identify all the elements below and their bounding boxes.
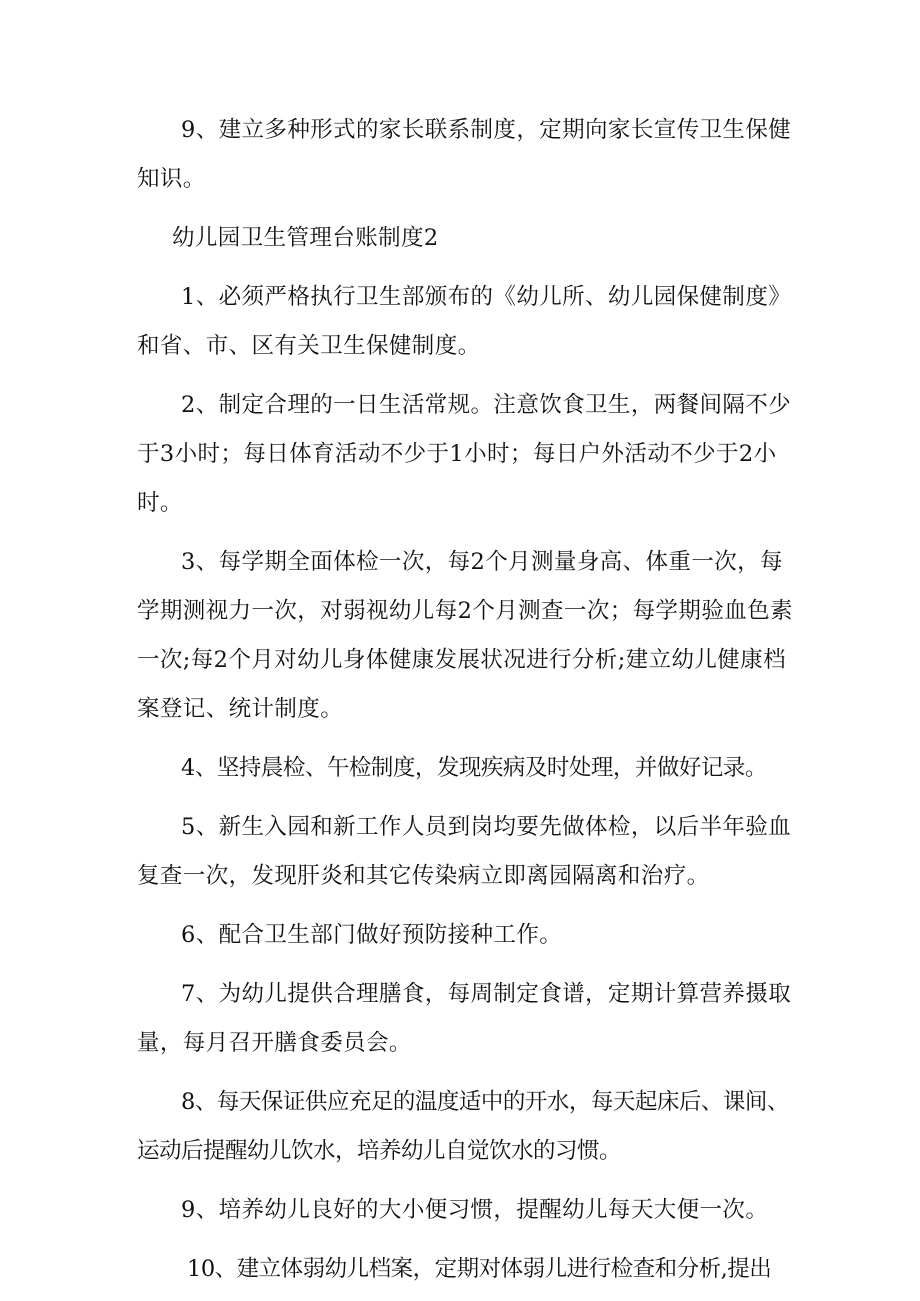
paragraph-item-9: 9、培养幼儿良好的大小便习惯，提醒幼儿每天大便一次。 [181, 1197, 769, 1223]
paragraph-item-5: 5、新生入园和新工作人员到岗均要先做体检，以后半年验血复查一次，发现肝炎和其它传染病立即离园隔离和治疗。 [137, 814, 792, 889]
paragraph-item-3: 3、每学期全面体检一次，每2个月测量身高、体重一次，每学期测视力一次，对弱视幼儿每2个月测查一次；每学期验血色素一次;每2个月对幼儿身体健康发展状况进行分析;建立幼儿健康档案登记、统计制度。 [137, 549, 793, 722]
paragraph-item-2: 2、制定合理的一日生活常规。注意饮食卫生，两餐间隔不少于3小时；每日体育活动不少于1小时；每日户外活动不少于2小时。 [137, 392, 792, 516]
section-heading: 幼儿园卫生管理台账制度2 [172, 225, 439, 251]
paragraph-item-9-parent-contact: 9、建立多种形式的家长联系制度，定期向家长宣传卫生保健知识。 [137, 117, 792, 192]
paragraph-item-4: 4、坚持晨检、午检制度，发现疾病及时处理，并做好记录。 [181, 755, 767, 781]
paragraph-item-1: 1、必须严格执行卫生部颁布的《幼儿所、幼儿园保健制度》和省、市、区有关卫生保健制度。 [137, 284, 792, 359]
paragraph-item-7: 7、为幼儿提供合理膳食，每周制定食谱，定期计算营养摄取量，每月召开膳食委员会。 [137, 981, 792, 1056]
document-body [137, 106, 801, 1294]
paragraph-item-6: 6、配合卫生部门做好预防接种工作。 [181, 922, 563, 948]
paragraph-item-8: 8、每天保证供应充足的温度适中的开水，每天起床后、课间、运动后提醒幼儿饮水，培养幼儿自觉饮水的习惯。 [137, 1089, 789, 1164]
paragraph-item-10: 10、建立体弱幼儿档案，定期对体弱儿进行检查和分析,提出 [187, 1256, 772, 1282]
